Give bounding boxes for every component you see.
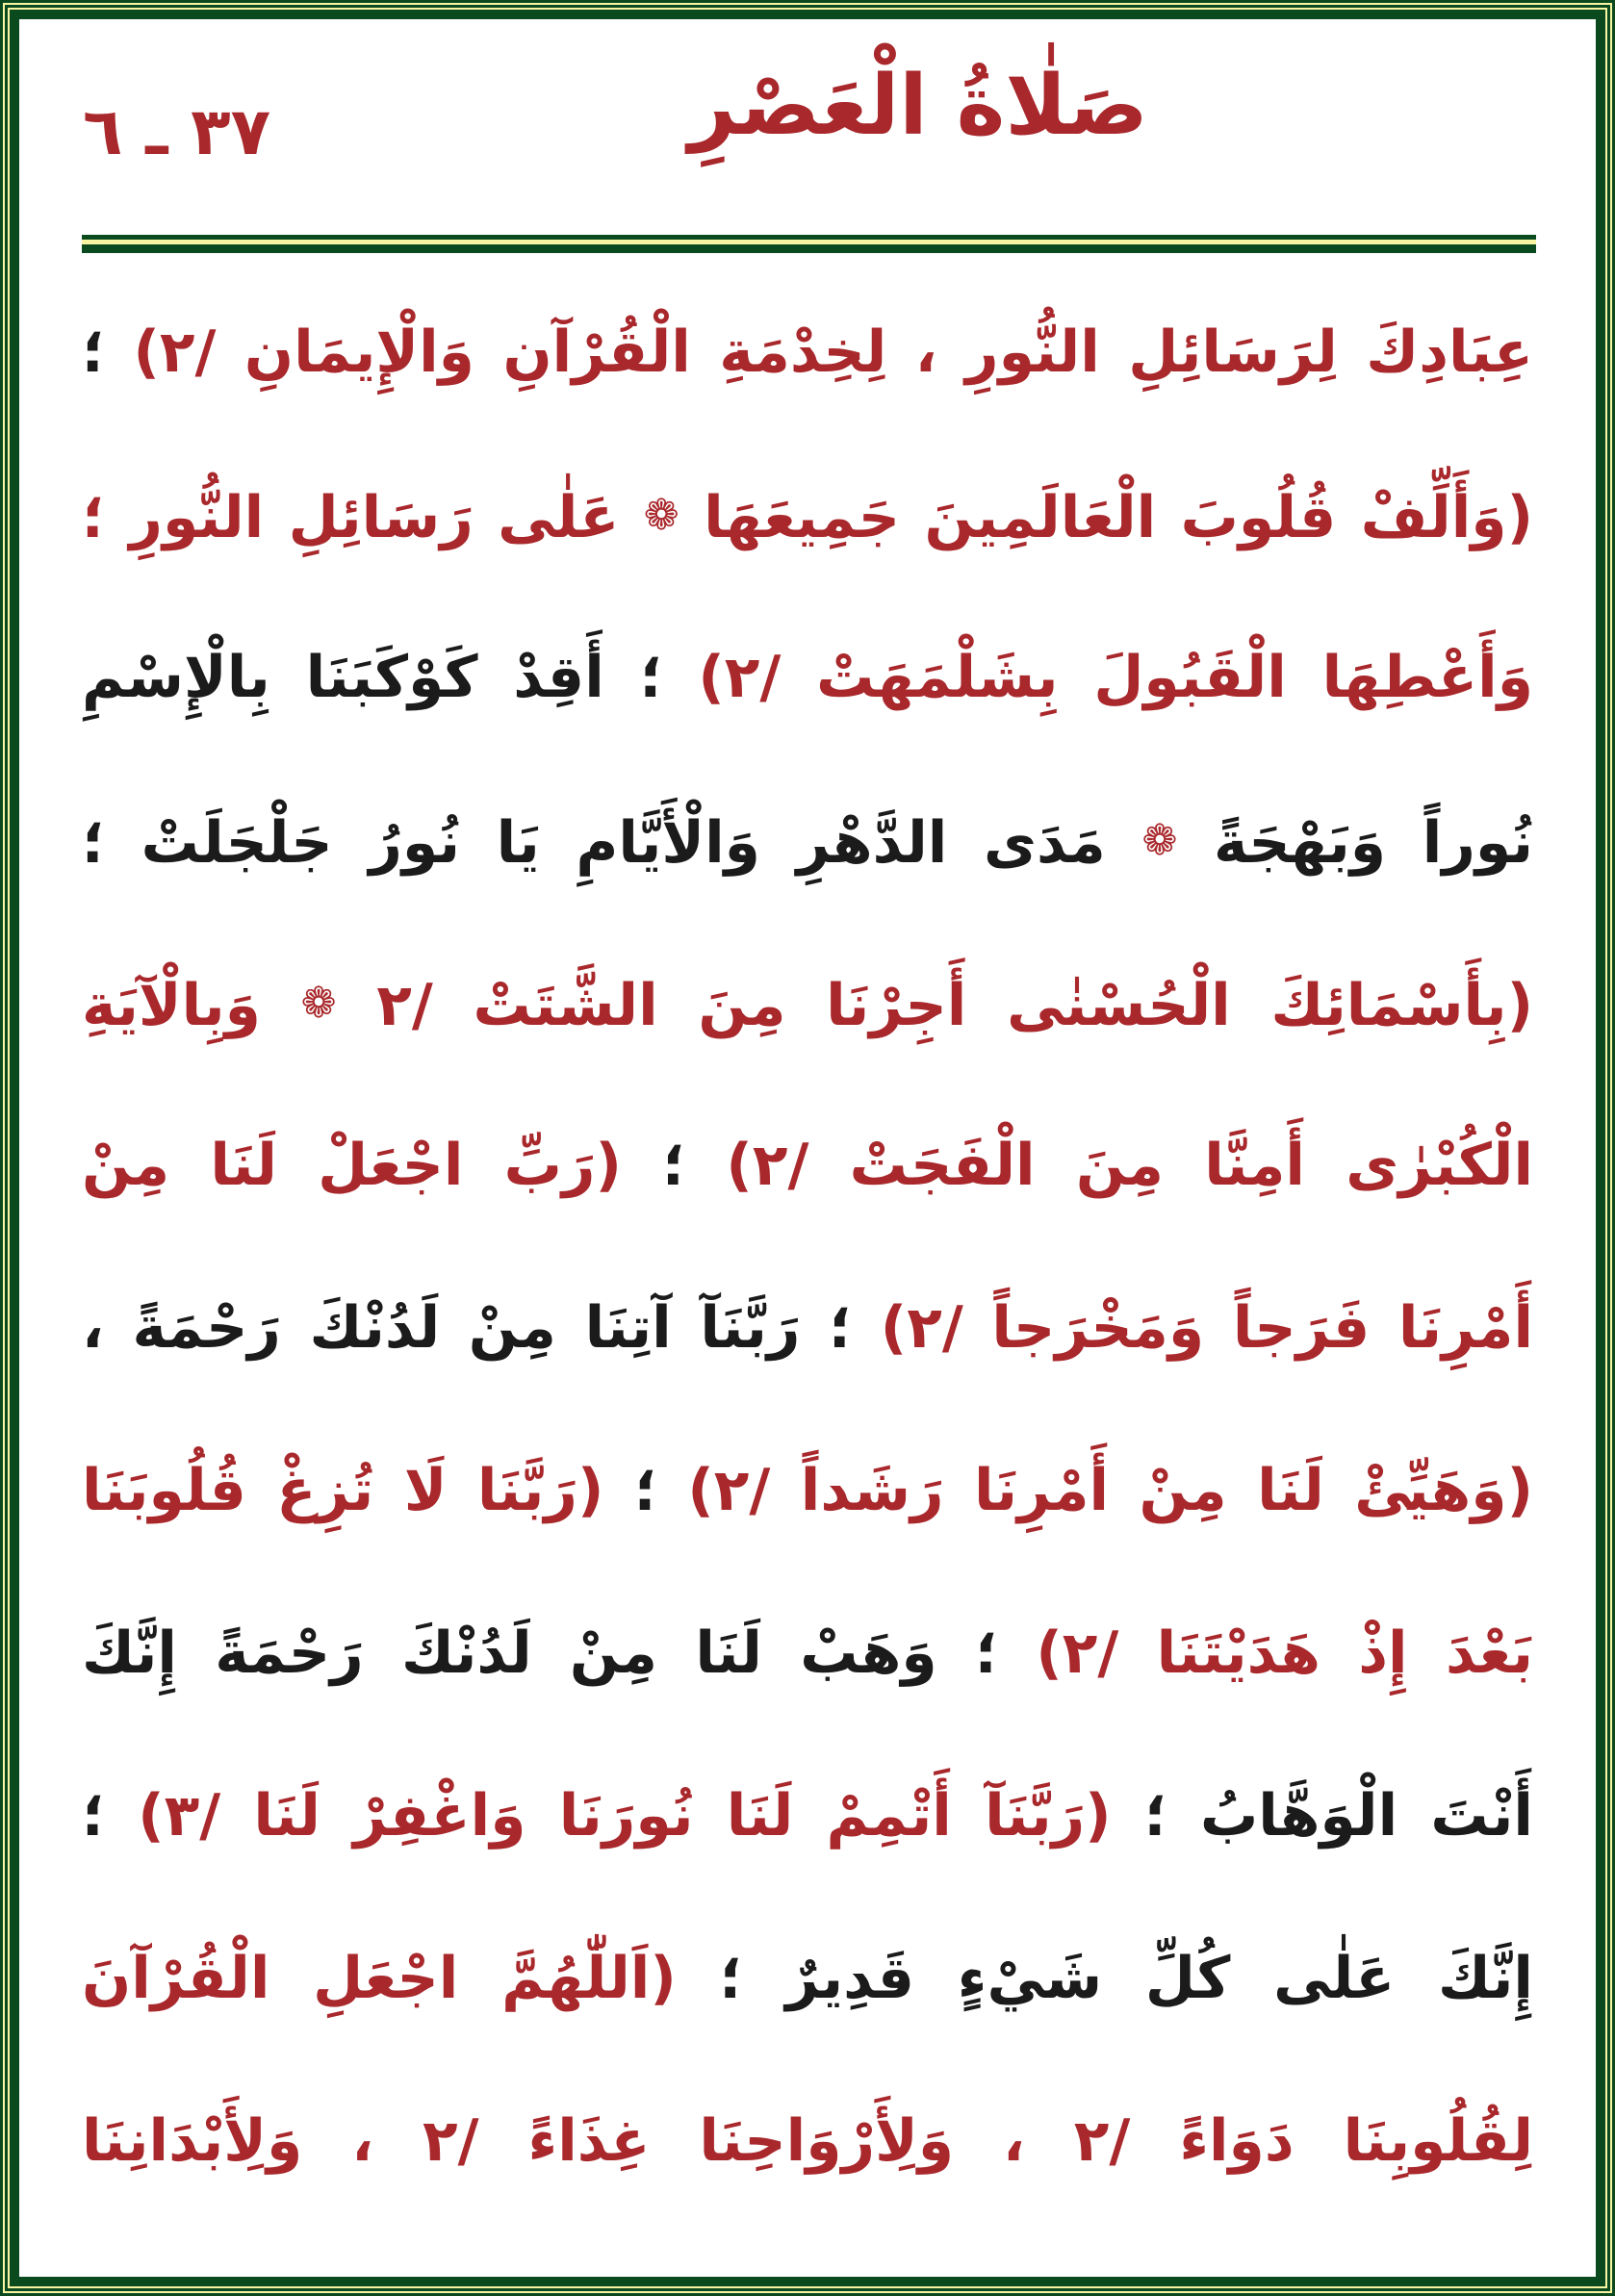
text-segment: (رَبِّ اجْعَلْ لَنَا مِنْ <box>82 1132 622 1199</box>
prayer-line <box>82 1084 1533 1247</box>
text-segment: لِقُلُوبِنَا دَوَاءً /٢ ، وَلِأَرْوَاحِنَا غِذَاءً /٢ ، وَلِأَبْدَانِنَا <box>82 2107 1533 2175</box>
page-frame-thick-green <box>10 10 1605 2286</box>
prayer-line <box>82 597 1533 759</box>
text-segment: ؛ <box>662 1132 686 1199</box>
prayer-line <box>82 1735 1533 1898</box>
text-segment: ؛ <box>633 1457 657 1524</box>
text-segment: (وَأَلِّفْ قُلُوبَ الْعَالَمِينَ جَمِيعَهَا <box>704 484 1533 551</box>
text-segment: عَلٰى رَسَائِلِ النُّورِ ؛ <box>82 484 620 551</box>
text-segment: مَدَى الدَّهْرِ وَالْأَيَّامِ يَا نُورُ جَلْجَلَتْ ؛ <box>82 809 1106 877</box>
text-segment: (وَهَيِّئْ لَنَا مِنْ أَمْرِنَا رَشَداً /٢) <box>687 1457 1533 1524</box>
text-segment: (رَبَّنَا لَا تُزِغْ قُلُوبَنَا <box>82 1457 604 1524</box>
text-segment: (بِأَسْمَائِكَ الْحُسْنٰى أَجِرْنَا مِنَ الشَّتَتْ /٢ <box>376 972 1533 1039</box>
page-content <box>19 19 1596 2277</box>
text-segment: (رَبَّنَآ أَتْمِمْ لَنَا نُورَنَا وَاغْفِرْ لَنَا /٣) <box>138 1782 1112 1850</box>
text-segment: بَعْدَ إِذْ هَدَيْتَنَا /٢) <box>1036 1620 1533 1687</box>
prayer-line <box>82 1247 1533 1410</box>
text-segment: أَمْرِنَا فَرَجاً وَمَخْرَجاً /٢) <box>880 1294 1534 1362</box>
text-segment: ؛ <box>82 319 105 386</box>
text-segment: وَأَعْطِهَا الْقَبُولَ بِشَلْمَهَتْ /٢) <box>698 644 1534 711</box>
rosette-ornament-icon: ❁ <box>300 979 337 1028</box>
prayer-line <box>82 759 1533 922</box>
prayer-lines <box>82 271 1533 2258</box>
page-frame-inner-yellow-stripe <box>8 8 1607 2288</box>
prayer-line <box>82 271 1533 434</box>
text-segment: ؛ وَهَبْ لَنَا مِنْ لَدُنْكَ رَحْمَةً إِنَّكَ <box>82 1620 999 1687</box>
prayer-line <box>82 1572 1533 1735</box>
rosette-ornament-icon: ❁ <box>1141 816 1178 865</box>
text-segment: الْكُبْرٰى أَمِنَّا مِنَ الْفَجَتْ /٢) <box>726 1132 1534 1199</box>
prayer-line <box>82 434 1533 597</box>
text-segment: نُوراً وَبَهْجَةً <box>1214 809 1534 877</box>
prayer-line <box>82 1898 1533 2060</box>
text-segment: وَبِالْآيَةِ <box>82 972 261 1039</box>
page-title: صَلٰاةُ الْعَصْرِ <box>688 58 1148 154</box>
text-segment: أَنْتَ الْوَهَّابُ ؛ <box>1143 1782 1533 1850</box>
text-segment: إِنَّكَ عَلٰى كُلِّ شَيْءٍ قَدِيرٌ ؛ <box>719 1945 1533 2012</box>
text-segment: ؛ رَبَّنَآ آتِنَا مِنْ لَدُنْكَ رَحْمَةً ، <box>82 1294 853 1362</box>
rosette-ornament-icon: ❁ <box>643 491 679 540</box>
prayer-line <box>82 922 1533 1084</box>
text-segment: (اَللّٰهُمَّ اجْعَلِ الْقُرْآنَ <box>82 1945 677 2012</box>
page-number-label: ٣٧ ـ ٦ <box>83 94 271 170</box>
prayer-line <box>82 2060 1533 2223</box>
page-frame-mid-green <box>5 5 1610 2291</box>
page-frame-yellow-stripe <box>3 3 1612 2293</box>
text-segment: ؛ <box>82 1782 105 1850</box>
header-divider <box>82 235 1536 253</box>
prayer-line <box>82 1410 1533 1572</box>
text-segment: ؛ أَقِدْ كَوْكَبَنَا بِالْإِسْمِ <box>82 644 663 711</box>
text-segment: عِبَادِكَ لِرَسَائِلِ النُّورِ ، لِخِدْمَةِ الْقُرْآنِ وَالْإِيمَانِ /٢) <box>133 319 1533 386</box>
